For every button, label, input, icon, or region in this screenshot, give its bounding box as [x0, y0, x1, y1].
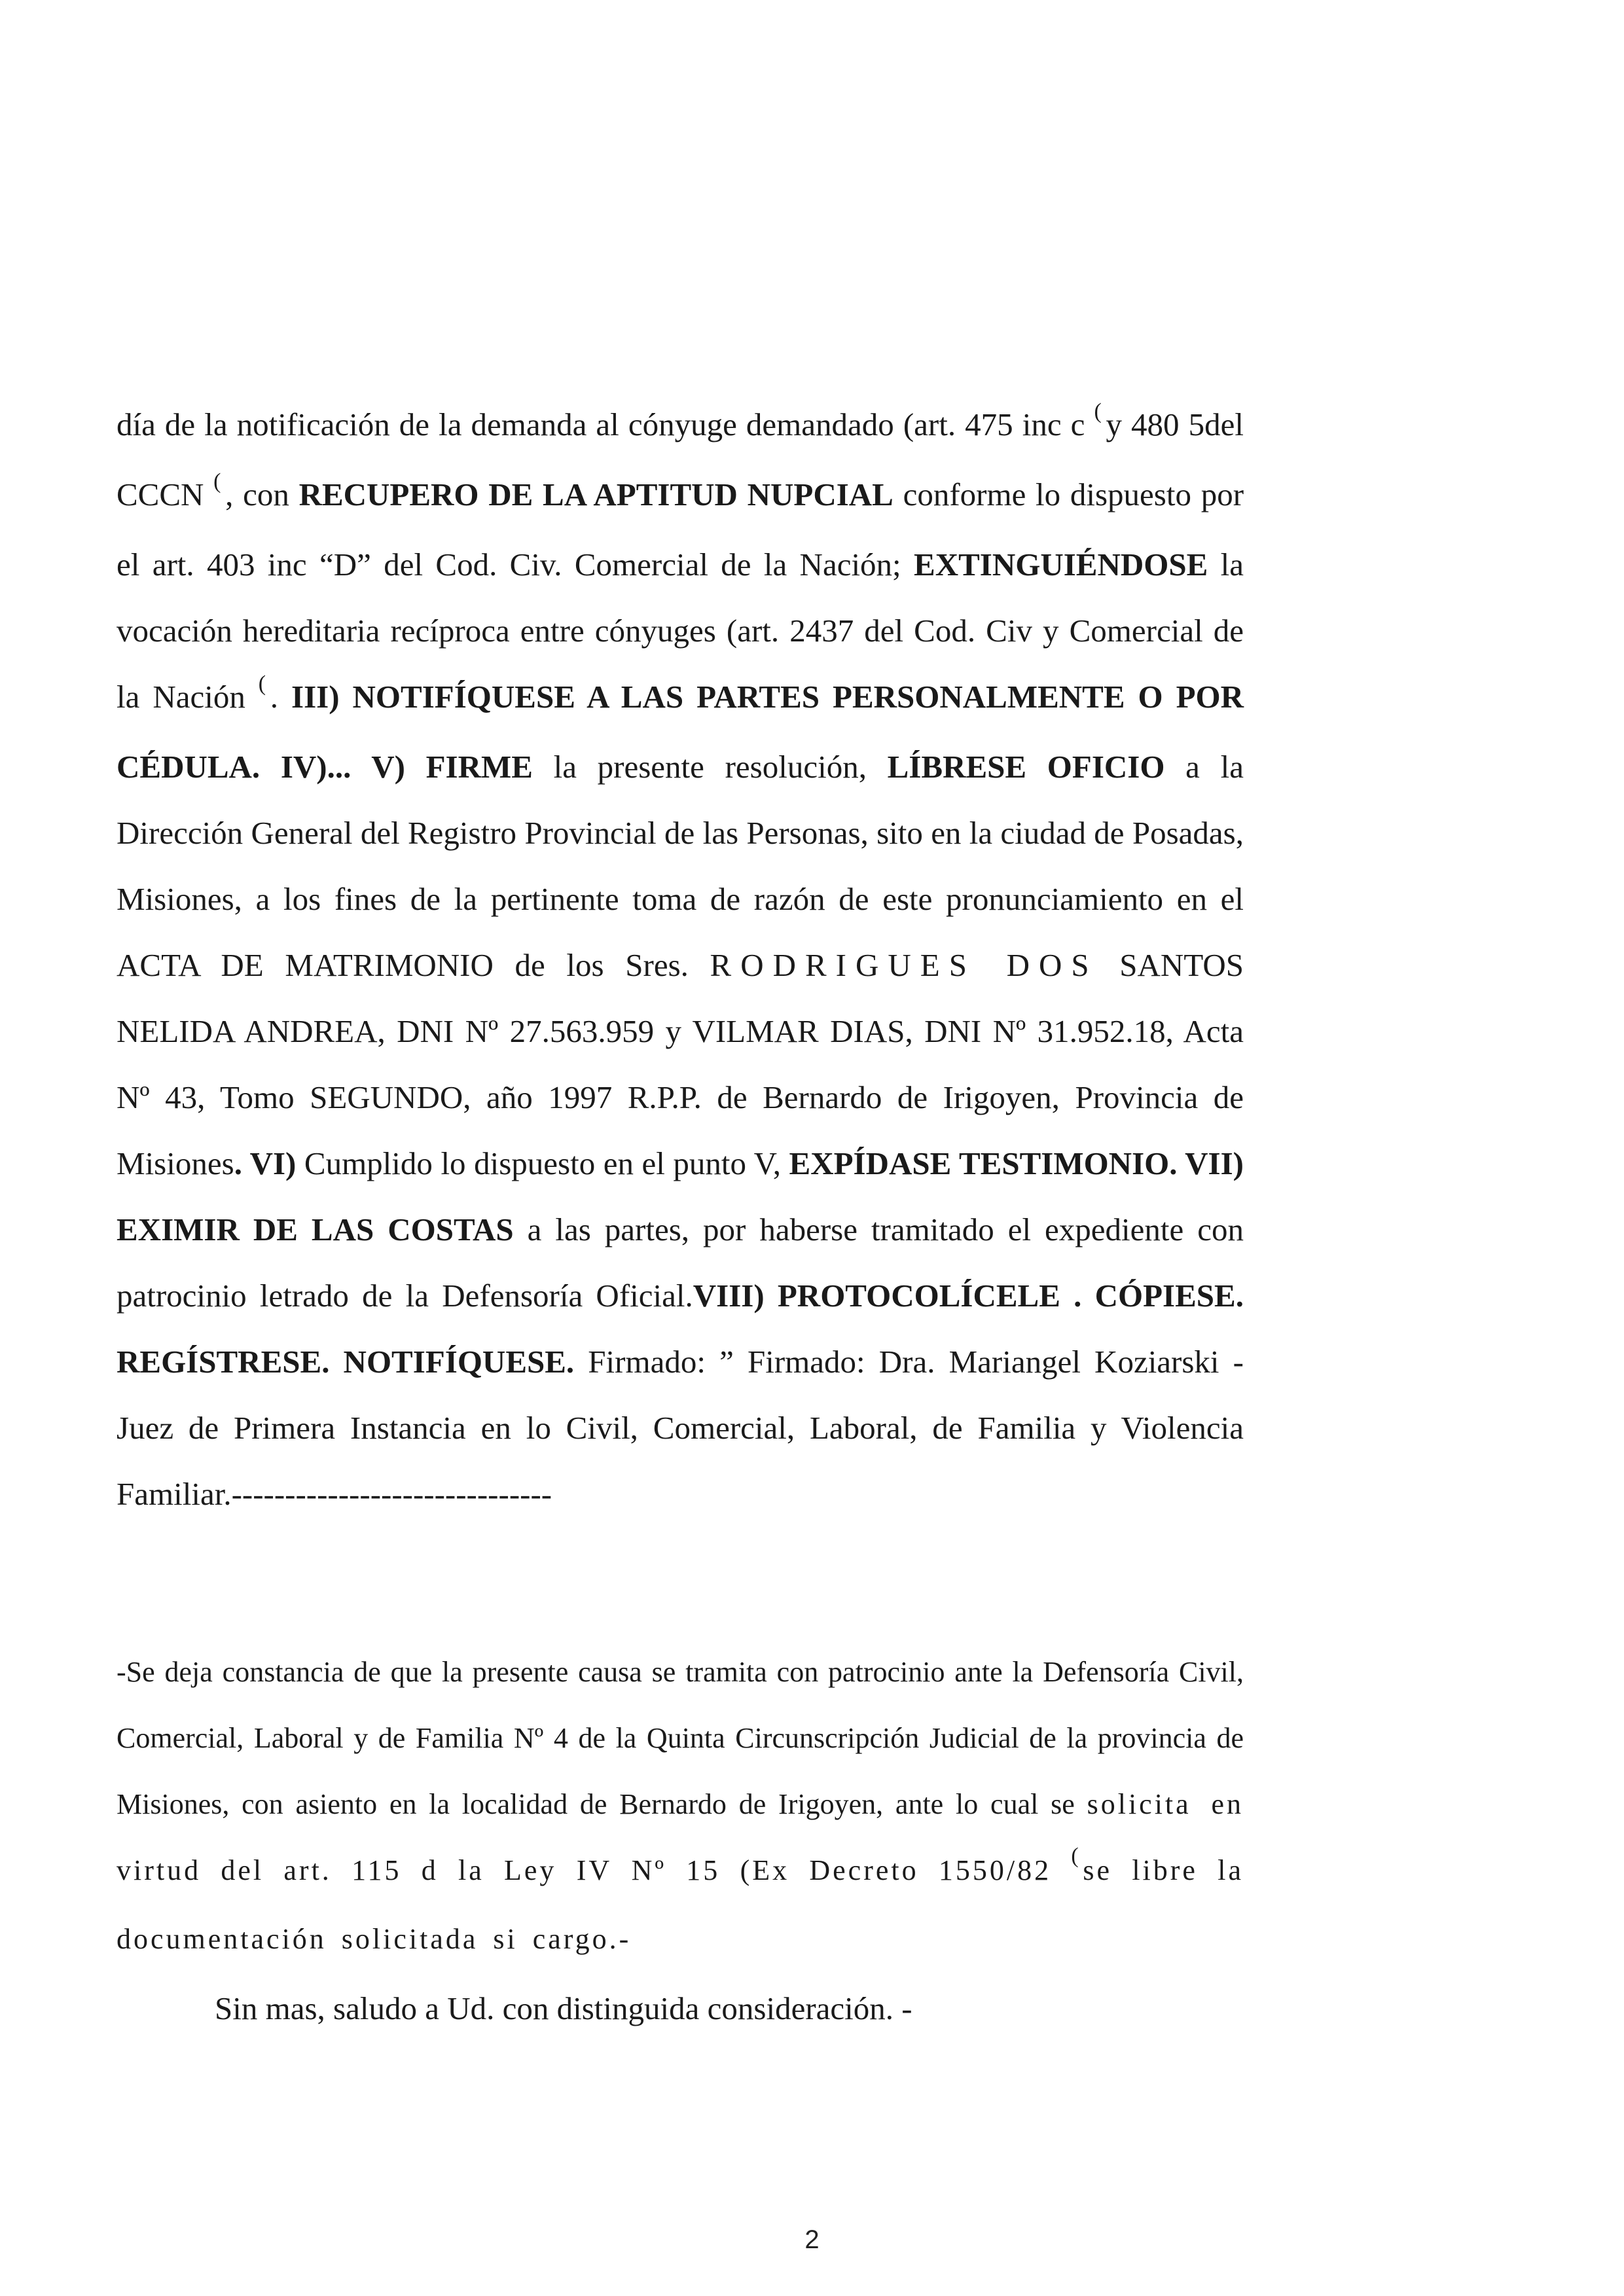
- constancy-note: [117, 1639, 1244, 1972]
- bold-run: III) NOTIFÍQUESE A LAS PARTES PERSONALMENTE O POR CÉDULA. IV)... V) FIRME: [117, 679, 1244, 785]
- bold-run: RECUPERO DE LA APTITUD NUPCIAL: [298, 476, 893, 512]
- text-run: la presente resolución,: [532, 749, 888, 785]
- superscript-mark: (: [213, 469, 221, 493]
- text-run: , con: [225, 476, 299, 512]
- text-run: a las partes, por haberse tramitado el expediente con patrocinio letrado de la Defensoría Oficial.: [117, 1211, 1244, 1314]
- page-number: 2: [804, 2225, 820, 2254]
- bold-run: EXPÍDASE TESTIMONIO. VII) EXIMIR DE LAS COSTAS: [117, 1145, 1244, 1247]
- spaced-surname: RODRIGUES DOS: [710, 947, 1098, 983]
- note-run: -Se deja constancia de que la presente causa se tramita con patrocinio ante la Defensoría Civil, Comercial, Laboral y de Familia Nº 4 de la Quinta Circunscripción Judicial de la provincia de Misiones, con asiento en la localidad de Bernardo de Irigoyen, ante lo cual se: [117, 1656, 1244, 1820]
- text-run: y 480 5del CCCN: [117, 406, 1244, 512]
- bold-run: VIII) PROTOCOLÍCELE . CÓPIESE. REGÍSTRESE. NOTIFÍQUESE.: [117, 1278, 1244, 1380]
- text-run: Firmado: ” Firmado: Dra. Mariangel Koziarski - Juez de Primera Instancia en lo Civil, Comercial, Laboral, de Familia y Violencia Familiar.------------------------------: [117, 1344, 1244, 1512]
- note-run: solicita en virtud del art. 115 d la Ley IV Nº 15 (Ex Decreto 1550/82: [117, 1788, 1244, 1886]
- text-run: Cumplido lo dispuesto en el punto V,: [296, 1145, 789, 1181]
- text-run: a la Dirección General del Registro Provincial de las Personas, sito en la ciudad de Posadas, Misiones, a los fines de la pertinente toma de razón de este pronunciamiento en el ACTA DE MATRIMONIO de los Sres.: [117, 749, 1244, 983]
- superscript-mark: (: [1071, 1844, 1079, 1868]
- bold-run: EXTINGUIÉNDOSE: [914, 547, 1208, 583]
- text-run: día de la notificación de la demanda al cónyuge demandado (art. 475 inc c: [117, 406, 1094, 442]
- note-run: se libre la documentación solicitada si cargo.-: [117, 1854, 1244, 1955]
- bold-run: . VI): [234, 1145, 297, 1181]
- text-run: conforme lo dispuesto por el art. 403 inc “D” del Cod. Civ. Comercial de la Nación;: [117, 476, 1244, 583]
- closing-salutation: Sin mas, saludo a Ud. con distinguida consideración. -: [215, 1990, 912, 2026]
- text-run: la vocación hereditaria recíproca entre cónyuges (art. 2437 del Cod. Civ y Comercial de la Nación: [117, 547, 1244, 715]
- text-run: .: [270, 679, 292, 715]
- resolution-text: [117, 391, 1244, 1527]
- superscript-mark: (: [258, 672, 266, 696]
- bold-run: LÍBRESE OFICIO: [887, 749, 1165, 785]
- text-run: SANTOS NELIDA ANDREA, DNI Nº 27.563.959 y VILMAR DIAS, DNI Nº 31.952.18, Acta Nº 43, Tomo SEGUNDO, año 1997 R.P.P. de Bernardo de Irigoyen, Provincia de Misiones: [117, 947, 1244, 1181]
- superscript-mark: (: [1094, 399, 1102, 423]
